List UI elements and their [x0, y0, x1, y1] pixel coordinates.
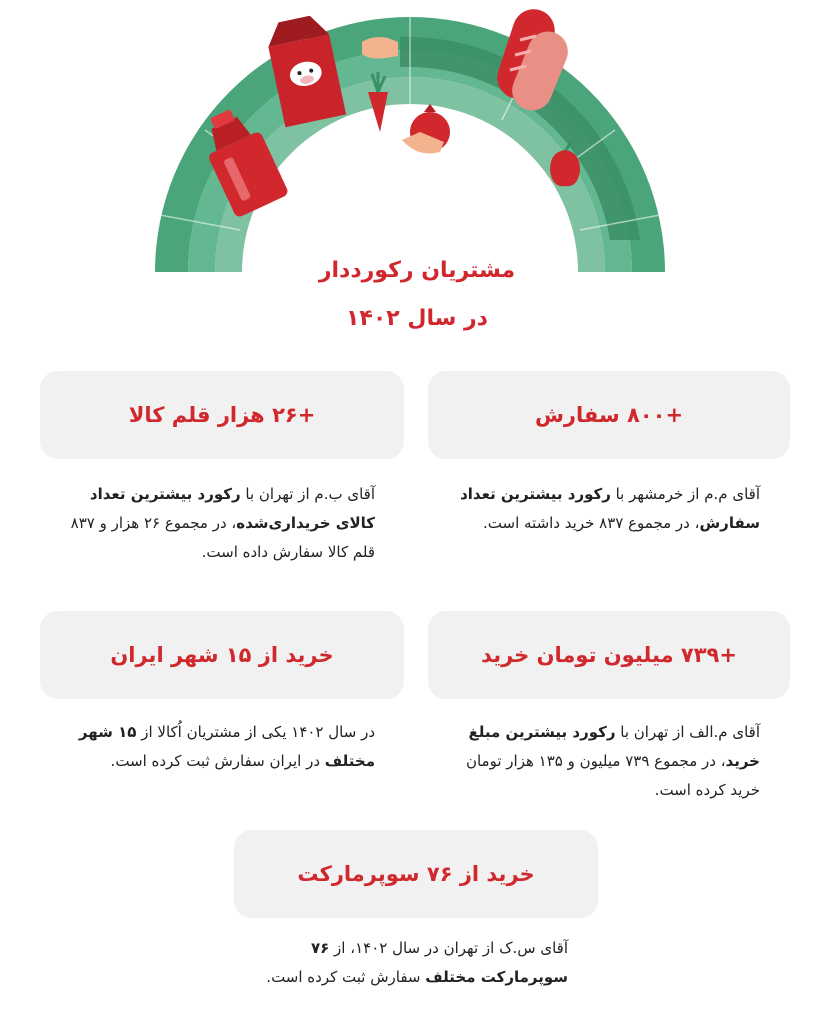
stat-card-supermarkets-label: خرید از ۷۶ سوپرمارکت — [297, 862, 535, 886]
stat-card-amount-label: +۷۳۹ میلیون تومان خرید — [481, 643, 737, 667]
desc-text: ، در مجموع ۷۳۹ میلیون و ۱۳۵ هزار تومان خرید کرده است. — [465, 752, 760, 799]
desc-highlight: ۱۵ شهر مختلف — [78, 723, 375, 770]
desc-text: آقای م.م از خرمشهر با — [610, 485, 760, 503]
stat-desc-cities — [55, 718, 375, 776]
stat-card-cities-label: خرید از ۱۵ شهر ایران — [110, 643, 334, 667]
desc-text: در ایران سفارش ثبت کرده است. — [110, 752, 325, 770]
stat-desc-items — [55, 480, 375, 567]
stat-card-items — [40, 371, 404, 459]
stat-card-supermarkets — [234, 830, 598, 918]
desc-highlight: رکورد بیشترین تعداد کالای خریداری‌شده — [89, 485, 375, 532]
desc-text: سفارش ثبت کرده است. — [266, 968, 426, 986]
page-title-line-1: مشتریان رکورددار — [318, 258, 516, 283]
stat-card-orders — [428, 371, 790, 459]
stat-desc-orders — [440, 480, 760, 538]
hand-icon — [362, 37, 398, 58]
stat-desc-amount — [440, 718, 760, 805]
stat-card-orders-label: +۸۰۰ سفارش — [534, 403, 684, 427]
hero-illustration — [150, 0, 670, 275]
stat-card-cities — [40, 611, 404, 699]
desc-highlight: ۷۶ سوپرمارکت مختلف — [310, 939, 568, 986]
desc-text: ، در مجموع ۸۳۷ خرید داشته است. — [483, 514, 700, 532]
pomegranate-icon — [402, 104, 450, 154]
stat-card-items-label: +۲۶ هزار قلم کالا — [128, 403, 316, 427]
desc-text: آقای س.ک از تهران در سال ۱۴۰۲، از — [329, 939, 568, 957]
desc-highlight: رکورد بیشترین تعداد سفارش — [460, 485, 760, 532]
desc-highlight: رکورد بیشترین مبلغ خرید — [468, 723, 760, 770]
desc-text: آقای م.الف از تهران با — [615, 723, 760, 741]
page-title-line-2: در سال ۱۴۰۲ — [346, 306, 488, 331]
desc-text: ، در مجموع ۲۶ هزار و ۸۳۷ قلم کالا سفارش داده است. — [70, 514, 375, 561]
desc-text: در سال ۱۴۰۲ یکی از مشتریان اُکالا از — [136, 723, 375, 741]
stat-card-amount — [428, 611, 790, 699]
stat-desc-supermarkets — [258, 934, 568, 992]
desc-text: آقای ب.م از تهران با — [240, 485, 375, 503]
